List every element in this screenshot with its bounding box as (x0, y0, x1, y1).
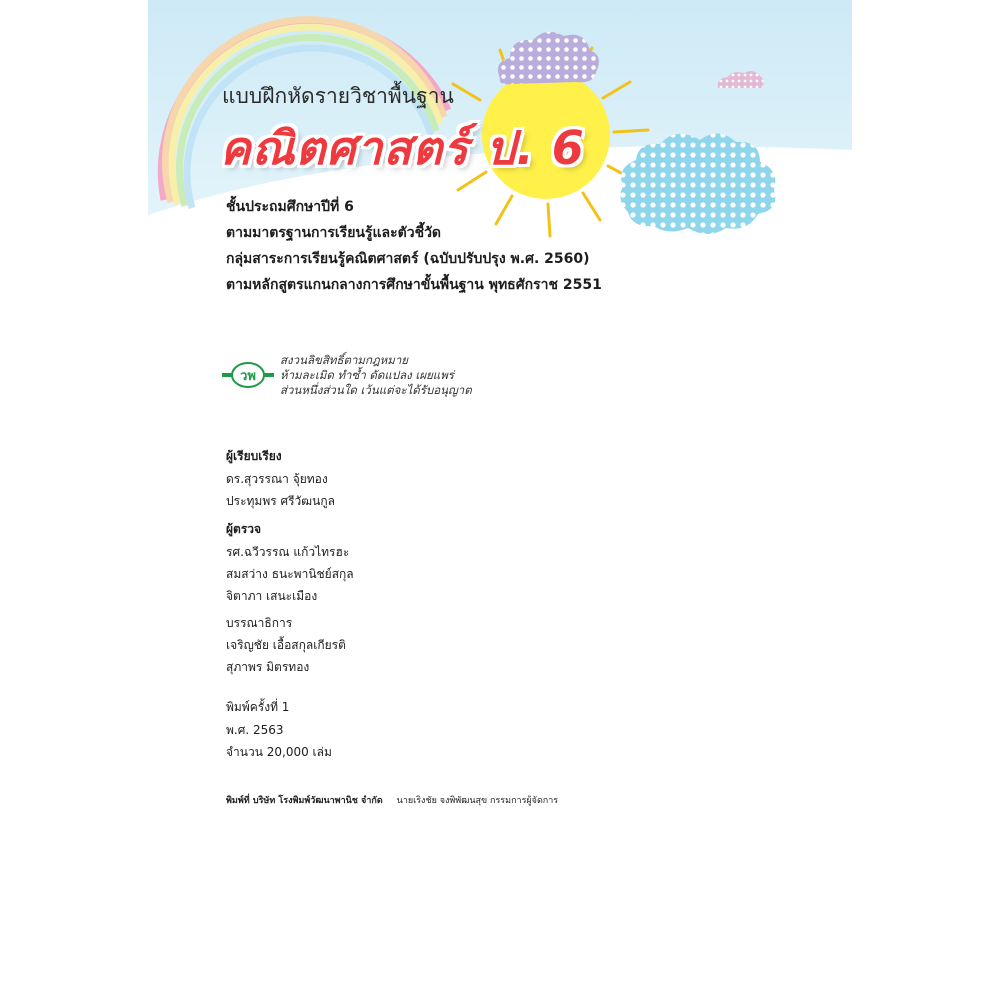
printer-manager: นายเริงชัย จงพิพัฒนสุข กรรมการผู้จัดการ (396, 796, 559, 806)
cloud-graphic-blue (620, 133, 775, 234)
copyright-line-2: ห้ามละเมิด ทำซ้ำ ดัดแปลง เผยแพร่ (280, 368, 454, 382)
authors-heading: ผู้เรียบเรียง (226, 449, 282, 463)
reviewer-name: รศ.ฉวีวรรณ แก้วไทรฮะ (226, 545, 350, 559)
series-title: แบบฝึกหัดรายวิชาพื้นฐาน (222, 84, 454, 108)
copyright-line-1: สงวนลิขสิทธิ์ตามกฎหมาย (280, 353, 409, 367)
print-run: จำนวน 20,000 เล่ม (226, 745, 332, 759)
author-name: ดร.สุวรรณา จุ้ยทอง (226, 472, 328, 486)
editor-name: เจริญชัย เอื้อสกุลเกียรติ (226, 638, 346, 652)
printing-year: พ.ศ. 2563 (226, 723, 284, 737)
subject-group-line: กลุ่มสาระการเรียนรู้คณิตศาสตร์ (ฉบับปรับปรุง พ.ศ. 2560) (226, 251, 590, 267)
editors-heading: บรรณาธิการ (226, 616, 293, 630)
printer-company: พิมพ์ที่ บริษัท โรงพิมพ์วัฒนาพานิช จำกัด (226, 796, 383, 806)
reviewers-heading: ผู้ตรวจ (226, 522, 262, 536)
copyright-line-3: ส่วนหนึ่งส่วนใด เว้นแต่จะได้รับอนุญาต (280, 383, 472, 397)
standard-line: ตามมาตรฐานการเรียนรู้และตัวชี้วัด (226, 225, 442, 241)
author-name: ประทุมพร ศรีวัฒนกูล (226, 494, 335, 508)
publisher-logo-text: วพ (240, 369, 256, 384)
printer-info (226, 793, 558, 807)
main-title: คณิตศาสตร์ ป. 6 (220, 121, 585, 175)
book-page (148, 0, 852, 1000)
publisher-logo-icon (222, 362, 274, 388)
grade-level: ชั้นประถมศึกษาปีที่ 6 (226, 199, 354, 215)
reviewer-name: สมสว่าง ธนะพานิชย์สกุล (226, 567, 354, 581)
reviewer-name: จิตาภา เสนะเมือง (226, 589, 318, 603)
editor-name: สุภาพร มิตรทอง (226, 660, 310, 674)
curriculum-line: ตามหลักสูตรแกนกลางการศึกษาขั้นพื้นฐาน พุทธศักราช 2551 (226, 277, 602, 293)
printing-number: พิมพ์ครั้งที่ 1 (226, 700, 290, 714)
